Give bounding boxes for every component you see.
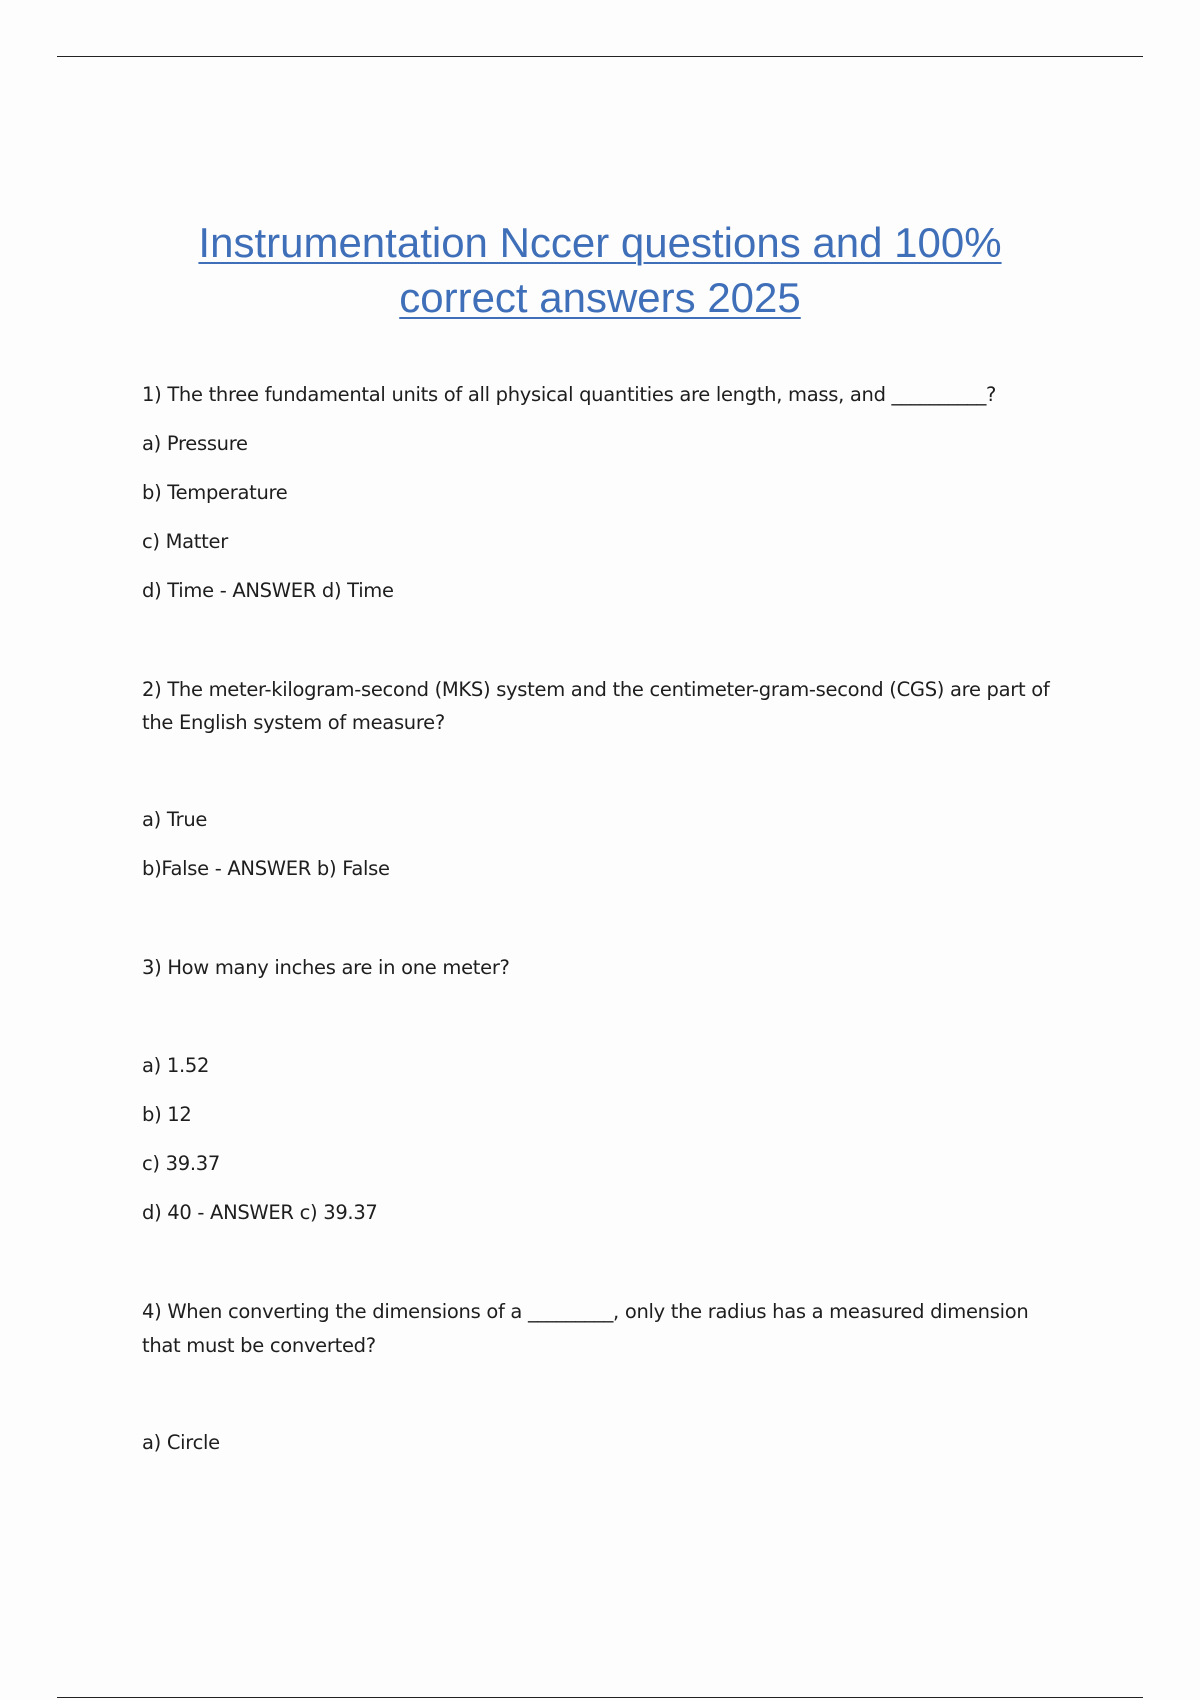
question-2-option-b: b)False - ANSWER b) False [142, 857, 390, 880]
title-line-1: Instrumentation Nccer questions and 100% [198, 219, 1002, 266]
question-4-stem-line-1: 4) When converting the dimensions of a _________, only the radius has a measured dimension [142, 1300, 1029, 1323]
question-1-option-a: a) Pressure [142, 432, 248, 455]
question-2-stem-line-1: 2) The meter-kilogram-second (MKS) system and the centimeter-gram-second (CGS) are part of [142, 678, 1050, 701]
question-4-option-a: a) Circle [142, 1431, 220, 1454]
question-3-stem: 3) How many inches are in one meter? [142, 956, 510, 979]
question-3-option-d: d) 40 - ANSWER c) 39.37 [142, 1201, 378, 1224]
bottom-rule [57, 1697, 1143, 1698]
question-1-option-b: b) Temperature [142, 481, 288, 504]
document-title [0, 215, 1200, 325]
title-line-2: correct answers 2025 [399, 274, 801, 321]
question-3-option-b: b) 12 [142, 1103, 192, 1126]
question-3-option-a: a) 1.52 [142, 1054, 210, 1077]
question-1-stem: 1) The three fundamental units of all physical quantities are length, mass, and __________? [142, 383, 997, 406]
question-3-option-c: c) 39.37 [142, 1152, 220, 1175]
question-2-option-a: a) True [142, 808, 208, 831]
top-rule [57, 56, 1143, 57]
question-2-stem-line-2: the English system of measure? [142, 711, 445, 734]
question-1-option-c: c) Matter [142, 530, 228, 553]
question-4-stem-line-2: that must be converted? [142, 1334, 376, 1357]
question-1-option-d: d) Time - ANSWER d) Time [142, 579, 394, 602]
